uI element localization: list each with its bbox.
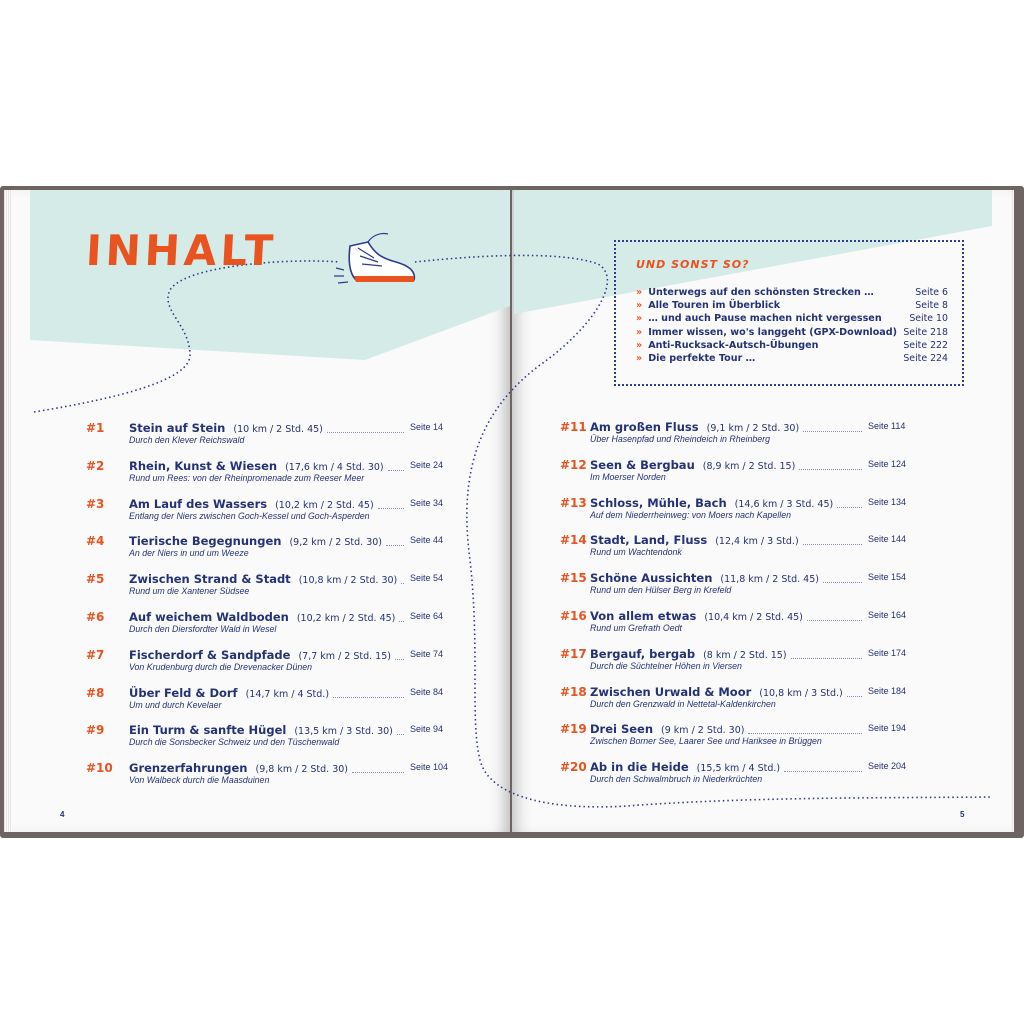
tour-distance: (7,7 km / 2 Std. 15) [298,650,391,662]
extras-item[interactable] [636,313,948,324]
tour-title[interactable] [129,761,348,775]
leader-dots [803,431,862,432]
leader-dots [386,545,404,546]
extras-item-page: Seite 8 [915,300,948,312]
tour-number: #18 [560,684,587,699]
tour-name: Stadt, Land, Fluss [590,533,708,548]
tour-subtitle: Durch die Sonsbecker Schweiz und den Tüschenwald [129,737,340,748]
tour-page[interactable]: Seite 14 [410,422,444,432]
tour-distance: (10,2 km / 2 Std. 45) [296,613,396,624]
extras-heading: UND SONST SO? [636,258,750,271]
tour-number: #14 [560,533,587,548]
tour-subtitle: Über Hasenpfad und Rheindeich in Rheinberg [590,434,770,444]
tour-subtitle: Um und durch Kevelaer [129,699,222,710]
extras-item-page: Seite 10 [909,313,948,325]
extras-item[interactable] [636,287,948,298]
leader-dots [807,620,862,621]
tour-name: Seen & Bergbau [590,457,695,472]
tour-name: Zwischen Strand & Stadt [129,572,291,587]
tour-page[interactable]: Seite 174 [868,647,907,658]
tour-name: Ab in die Heide [590,760,689,775]
tour-page[interactable]: Seite 114 [868,421,906,431]
tour-distance: (10,8 km / 2 Std. 30) [298,575,398,587]
tour-subtitle: Entlang der Niers zwischen Goch-Kessel und Goch-Asperden [129,510,370,521]
tour-name: Drei Seen [590,722,654,737]
tour-name: Zwischen Urwald & Moor [590,684,752,699]
leader-dots [823,582,862,583]
tour-title[interactable] [129,421,323,435]
tour-distance: (10,2 km / 2 Std. 45) [275,499,374,511]
leader-dots [847,696,862,697]
tour-subtitle: Durch den Diersfordter Wald in Wesel [129,624,277,634]
tour-page[interactable]: Seite 104 [410,762,449,773]
tour-title[interactable] [129,723,393,737]
tour-page[interactable]: Seite 204 [868,761,907,772]
tour-page[interactable]: Seite 64 [410,611,444,621]
tour-distance: (8,9 km / 2 Std. 15) [702,460,796,472]
tour-distance: (10,8 km / 3 Std.) [759,687,843,699]
tour-subtitle: Durch den Grenzwald in Nettetal-Kaldenkirchen [590,698,776,709]
tour-subtitle: Rund um die Xantener Südsee [129,586,250,597]
leader-dots [333,697,404,698]
tour-distance: (14,7 km / 4 Std.) [245,688,330,700]
tour-name: Fischerdorf & Sandpfade [129,647,291,662]
tour-subtitle: Durch den Klever Reichswald [129,435,245,445]
mint-band-left [30,190,510,360]
double-chevron-icon: » [636,353,643,364]
tour-number: #16 [560,609,587,623]
leader-dots [784,771,862,772]
tour-distance: (10,4 km / 2 Std. 45) [704,612,803,623]
tour-page[interactable]: Seite 184 [868,685,907,696]
tour-subtitle: An der Niers in und um Weeze [129,548,249,559]
tour-name: Stein auf Stein [129,421,226,435]
extras-item-label: Unterwegs auf den schönsten Strecken … [648,287,874,298]
tour-subtitle: Im Moerser Norden [590,471,666,482]
tour-title[interactable] [590,685,843,699]
extras-item-page: Seite 218 [903,326,948,338]
tour-subtitle: Von Krudenburg durch die Drevenacker Dünen [129,661,313,672]
tour-page[interactable]: Seite 124 [868,458,907,469]
tour-subtitle: Rund um Rees: von der Rheinpromenade zum Reeser Meer [129,472,365,483]
page-title: INHALT [84,226,279,275]
tour-number: #15 [560,571,587,586]
extras-item-label: Alle Touren im Überblick [648,300,781,312]
extras-item-label: Anti-Rucksack-Autsch-Übungen [648,339,819,351]
leader-dots [748,733,862,734]
leader-dots [399,621,404,622]
leader-dots [791,658,862,659]
double-chevron-icon: » [636,326,643,338]
tour-number: #2 [86,458,105,473]
extras-item[interactable] [636,327,948,338]
leader-dots [388,470,404,471]
extras-item-page: Seite 224 [903,353,948,364]
tour-name: Grenzerfahrungen [129,761,248,776]
tour-number: #1 [86,421,105,435]
tour-distance: (9 km / 2 Std. 30) [661,725,745,737]
tour-title[interactable] [129,534,382,548]
double-chevron-icon: » [636,300,643,312]
tour-title[interactable] [590,496,833,510]
extras-item[interactable] [636,340,948,351]
tour-distance: (17,6 km / 4 Std. 30) [285,461,384,473]
tour-title[interactable] [590,760,780,774]
tour-name: Auf weichem Waldboden [129,610,289,624]
tour-subtitle: Zwischen Borner See, Laarer See und Hariksee in Brüggen [590,736,822,747]
tour-number: #19 [560,722,587,737]
tour-number: #12 [560,457,587,472]
tour-title[interactable] [590,420,799,434]
tour-number: #8 [86,685,105,700]
tour-name: Bergauf, bergab [590,646,696,661]
tour-number: #20 [560,760,587,775]
leader-dots [397,734,404,735]
tour-page[interactable]: Seite 34 [410,497,444,508]
extras-item-page: Seite 6 [915,287,948,298]
tour-name: Rhein, Kunst & Wiesen [129,458,278,473]
tour-number: #3 [86,496,105,511]
tour-page[interactable]: Seite 94 [410,724,444,735]
tour-title[interactable] [590,722,744,736]
leader-dots [837,507,862,508]
tour-title[interactable] [590,647,787,661]
tour-number: #4 [86,534,105,549]
tour-title[interactable] [590,458,795,472]
tour-page[interactable]: Seite 194 [868,723,907,734]
extras-item-label: … und auch Pause machen nicht vergessen [648,313,882,325]
tour-page[interactable]: Seite 134 [868,496,907,507]
extras-item[interactable] [636,300,948,311]
tour-name: Ein Turm & sanfte Hügel [129,723,287,738]
leader-dots [799,469,862,470]
tour-distance: (12,4 km / 3 Std.) [715,536,799,548]
tour-distance: (9,8 km / 2 Std. 30) [255,764,348,776]
tour-name: Am Lauf des Wassers [129,496,268,511]
tour-subtitle: Rund um Wachtendonk [590,547,682,558]
leader-dots [395,659,404,660]
tour-number: #17 [560,646,587,661]
tour-page[interactable]: Seite 44 [410,535,444,546]
tour-number: #5 [86,572,105,587]
tour-distance: (8 km / 2 Std. 15) [703,649,787,661]
tour-page[interactable]: Seite 164 [868,610,907,620]
tour-subtitle: Von Walbeck durch die Maasduinen [129,775,270,786]
tour-number: #6 [86,610,105,624]
leader-dots [327,432,404,433]
tour-name: Schloss, Mühle, Bach [590,495,727,510]
tour-page[interactable]: Seite 54 [410,573,444,584]
tour-subtitle: Auf dem Niederrheinweg: von Moers nach Kapellen [590,509,791,520]
tour-name: Von allem etwas [590,609,697,623]
tour-distance: (11,8 km / 2 Std. 45) [720,574,819,586]
tour-title[interactable] [129,459,384,473]
tour-name: Am großen Fluss [590,420,699,434]
tour-distance: (9,2 km / 2 Std. 30) [289,537,382,549]
tour-distance: (15,5 km / 4 Std.) [696,763,781,775]
tour-name: Über Feld & Dorf [129,685,238,700]
tour-title[interactable] [129,497,374,511]
tour-page[interactable]: Seite 144 [868,534,907,545]
tour-number: #11 [560,420,587,434]
tour-subtitle: Durch den Schwalmbruch in Niederkrüchten [590,774,763,785]
tour-title[interactable] [129,648,391,662]
extras-item-label: Die perfekte Tour … [648,353,756,364]
tour-name: Schöne Aussichten [590,571,713,586]
tour-name: Tierische Begegnungen [129,534,282,549]
extras-item-page: Seite 222 [903,339,948,351]
tour-page[interactable]: Seite 154 [868,572,907,583]
tour-page[interactable]: Seite 24 [410,459,444,470]
leader-dots [352,772,404,773]
tour-number: #9 [86,723,105,738]
tour-subtitle: Durch die Süchtelner Höhen in Viersen [590,660,742,671]
double-chevron-icon: » [636,313,643,325]
tour-number: #10 [86,761,113,776]
page-number-left: 4 [60,810,65,819]
tour-distance: (10 km / 2 Std. 45) [233,424,323,435]
tour-distance: (14,6 km / 3 Std. 45) [734,498,834,510]
tour-distance: (9,1 km / 2 Std. 30) [706,423,800,434]
tour-title[interactable] [129,610,395,624]
tour-page[interactable]: Seite 74 [410,648,444,659]
tour-subtitle: Rund um Grefrath Oedt [590,623,682,633]
tour-distance: (13,5 km / 3 Std. 30) [294,726,393,738]
double-chevron-icon: » [636,339,643,351]
leader-dots [401,583,404,584]
tour-page[interactable]: Seite 84 [410,686,444,697]
tour-title[interactable] [590,533,799,547]
tour-title[interactable] [129,686,329,700]
tour-title[interactable] [590,571,819,585]
extras-item-label: Immer wissen, wo's langgeht (GPX-Download) [648,326,898,338]
tour-number: #7 [86,647,105,662]
extras-item[interactable] [636,353,948,364]
leader-dots [803,544,862,545]
leader-dots [378,508,404,509]
tour-subtitle: Rund um den Hülser Berg in Krefeld [590,585,732,596]
tour-title[interactable] [129,572,397,586]
page-number-right: 5 [960,810,965,819]
tour-title[interactable] [590,609,803,623]
tour-number: #13 [560,495,587,510]
double-chevron-icon: » [636,287,643,298]
